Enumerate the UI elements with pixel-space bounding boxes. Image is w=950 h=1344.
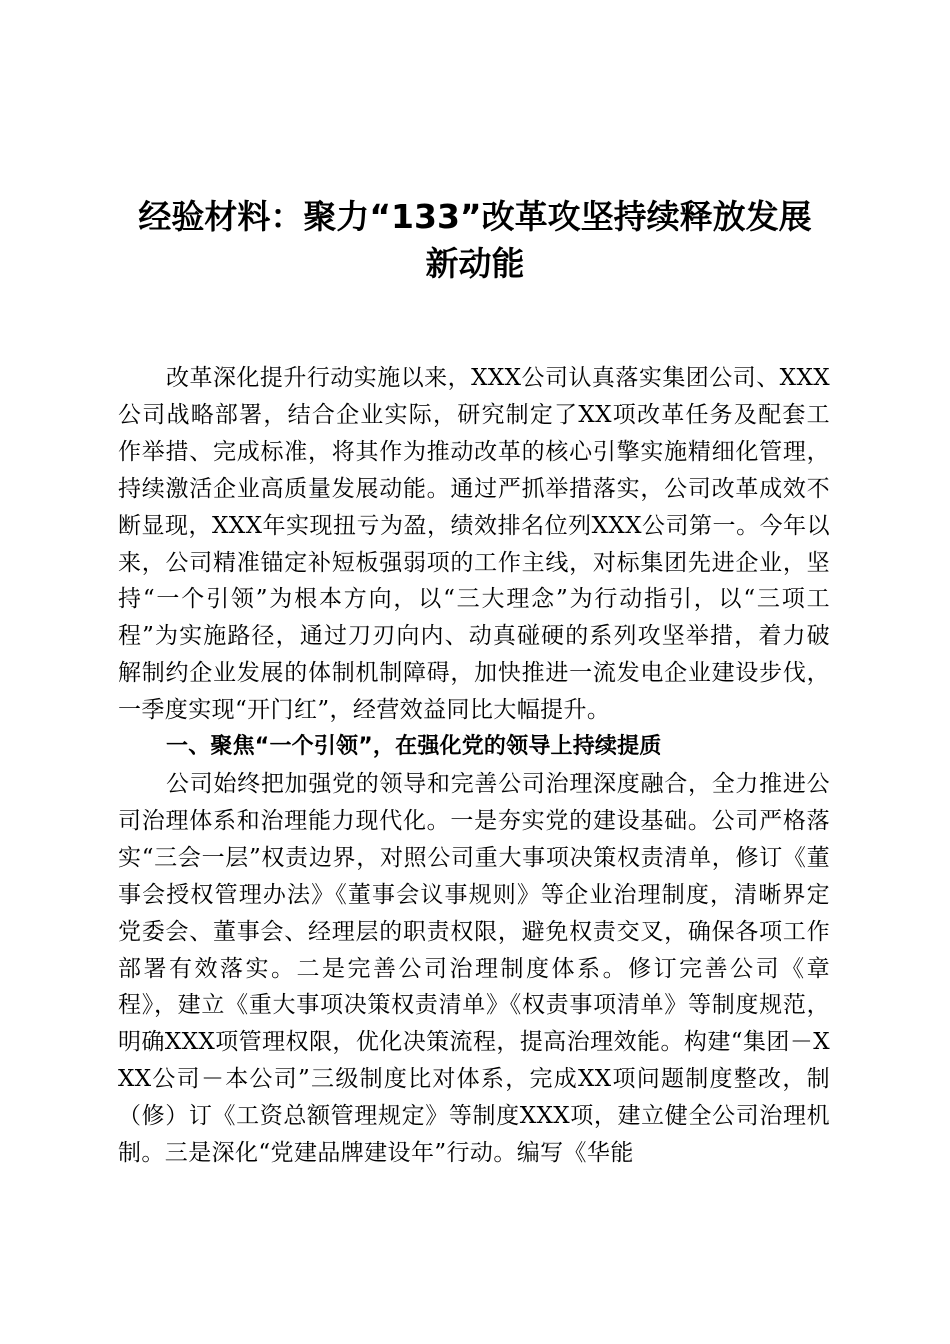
- intro-paragraph: 改革深化提升行动实施以来，XXX公司认真落实集团公司、XXX公司战略部署，结合企业实际，研究制定了XX项改革任务及配套工作举措、完成标准，将其作为推动改革的核心引擎实施精细化管理，持续激活企业高质量发展动能。通过严抓举措落实，公司改革成效不断显现，XXX年实现扭亏为盈，绩效排名位列XXX公司第一。今年以来，公司精准锚定补短板强弱项的工作主线，对标集团先进企业，坚持“一个引领”为根本方向，以“三大理念”为行动指引，以“三项工程”为实施路径，通过刀刃向内、动真碰硬的系列攻坚举措，着力破解制约企业发展的体制机制障碍，加快推进一流发电企业建设步伐，一季度实现“开门红”，经营效益同比大幅提升。: [118, 365, 830, 724]
- section-1-paragraph: 公司始终把加强党的领导和完善公司治理深度融合，全力推进公司治理体系和治理能力现代化。一是夯实党的建设基础。公司严格落实“三会一层”权责边界，对照公司重大事项决策权责清单，修订《董事会授权管理办法》《董事会议事规则》等企业治理制度，清晰界定党委会、董事会、经理层的职责权限，避免权责交叉，确保各项工作部署有效落实。二是完善公司治理制度体系。修订完善公司《章程》，建立《重大事项决策权责清单》《权责事项清单》等制度规范，明确XXX项管理权限，优化决策流程，提高治理效能。构建“集团－XXX公司－本公司”三级制度比对体系，完成XX项问题制度整改，制（修）订《工资总额管理规定》等制度XXX项，建立健全公司治理机制。三是深化“党建品牌建设年”行动。编写《华能: [118, 770, 830, 1167]
- section-1-heading: 一、聚焦“一个引领”，在强化党的领导上持续提质: [166, 734, 662, 760]
- document-title-line-1: 经验材料：聚力“133”改革攻坚持续释放发展: [138, 197, 812, 236]
- document-title-line-2: 新动能: [425, 244, 525, 283]
- document-body: [118, 360, 830, 1172]
